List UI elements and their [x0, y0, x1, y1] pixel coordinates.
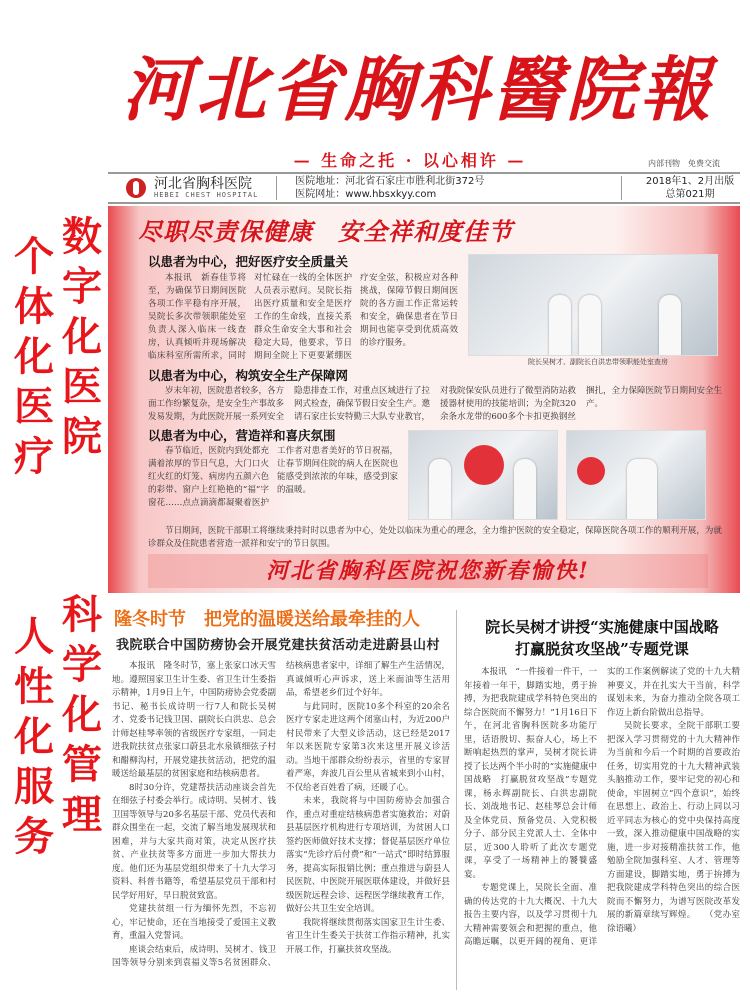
- section3-title: 以患者为中心，营造祥和喜庆氛围: [148, 428, 336, 443]
- nurses-decorating-photo: [408, 430, 558, 520]
- festival-banner: [108, 206, 740, 593]
- hospital-address: 医院地址：河北省石家庄市胜利北街372号: [295, 176, 485, 187]
- header-bar: [108, 172, 740, 204]
- issue-date: 2018年1、2月出版: [645, 176, 735, 187]
- closing-text: 节日期间，医院干部职工将继续秉持时时以患者为中心，处处以临床为重心的理念，全力维护医院的安全稳定，保障医院各项工作的顺利开展，为就诊群众及住院患者营造一派祥和安宁的节日氛围。: [148, 526, 722, 549]
- divider: [621, 176, 622, 200]
- nurse-fu-photo: [566, 430, 706, 520]
- article-left-subtitle: 我院联合中国防痨协会开展党建扶贫活动走进蔚县山村: [116, 638, 441, 653]
- photo-caption: 院长吴树才、副院长白洪忠带领职能处室查房: [528, 358, 668, 366]
- publication-note: 内部刊物 免费交流: [648, 159, 720, 168]
- section1-title: 以患者为中心，把好医疗安全质量关: [148, 254, 349, 269]
- section1-text: 本报讯 新春佳节将至，为确保节日期间医院各项工作平稳有序开展，吴院长多次带领职能处室负责人深入临床一线查房，认真倾听并现场解决临床科室所需所求，同时对忙碌在一线的全体医护人员表示慰问。吴院长指出医疗质量和安全是医疗工作的生命线，直接关系群众生命安全大事和社会稳定大局，他要求，节日期间全院上下更要紧绷医疗安全弦，积极应对各种挑战，保障节假日期间医院的各方面工作正常运转和安全，确保患者在节日期间也能享受到优质高效的诊疗服务。: [148, 273, 458, 361]
- article-left-body: 本报讯 隆冬时节，塞上张家口冰天雪地。遵照国家卫生计生委、省卫生计生委指示精神，1月9日上午，中国防痨协会党委副书记、秘书长成诗明一行7人和院长吴树才、党委书记钱卫国、副院长白洪忠、总会计师赵桂琴率领的省级医疗专家组，一同走进我院扶贫点张家口蔚县北水泉镇细弦子村和醋柳沟村，开展党建扶贫活动，把党的温暖送给最基层的贫困家庭和结核病患者。 8时30分许，党建帮扶活动座谈会首先在细弦子村委会举行。成诗明、吴树才、钱卫国等领导与20多名基层干部、党员代表和群众围坐在一起，交流了解当地发展现状和困难，并与大家共商对策，决定从医疗扶贫、产业扶贫等多方面进一步加大帮扶力度。他们还为基层党组织带来了十九大学习资料、科普书籍等，希望基层党员干部和村民学好用好，早日脱贫致富。 党建扶贫组一行为缅怀先烈，不忘初心，牢记使命，还在当地接受了爱国主义教育，重温入党誓词。 座谈会结束后，成诗明、吴树才、钱卫国等领导分别来到袁福义等5名贫困群众、结核病患者家中，详细了解生产生活情况，真诚倾听心声诉求，送上米面油等生活用品，希望老乡们过个好年。 与此同时，医院10多个科室的20余名医疗专家走进这两个闭塞山村，为近200户村民带来了大型义诊活动，这已经是2017年以来医院专家第3次来这里开展义诊活动。当地干部群众纷纷表示，省里的专家冒着严寒，奔波几百公里从省城来到小山村，不仅给老百姓看了病，还暖了心。 未来，我院将与中国防痨协会加强合作，重点对重症结核病患者实施救治；对蔚县基层医疗机构进行专项培训，为贫困人口签约医师做好技术支撑；督促基层医疗单位落实“先诊疗后付费”和“一站式”即时结算服务，提高实际报销比例；重点推进与蔚县人民医院、中医院开展医联体建设，并做好县级医院远程会诊、远程医学继续教育工作，做好公共卫生安全培训。 我院将继续贯彻落实国家卫生计生委、省卫生计生委关于扶贫工作指示精神，扎实开展工作，打赢扶贫攻坚战。: [112, 661, 450, 968]
- hospital-name-en: HEBEI CHEST HOSPITAL: [154, 191, 259, 199]
- issue-number: 总第021期: [665, 189, 715, 200]
- side-slogan-individualized: 个体化医疗: [14, 234, 54, 480]
- article-right-title: 院长吴树才讲授“实施健康中国战略 打赢脱贫攻坚战”专题党课: [485, 618, 719, 658]
- article-right-body: 本报讯 “一件接着一件干，一年接着一年干，脚踏实地，勇于拚搏，为把我院建成学科特色突出的综合医院而不懈努力！”1月16日下午，在河北省胸科医院多功能厅里，话语殷切、振奋人心，场上不断响起热烈的掌声，吴树才院长讲授了长达两个半小时的“实施健康中国战略 打赢脱贫攻坚战”专题党课，杨永辉副院长、白洪忠副院长、刘战地书记、赵桂琴总会计师及全体党员、预备党员、入党积极分子、部分民主党派人士、全体中层，近300人聆听了此次专题党课，享受了一场精神上的饕餮盛宴。 专题党课上，吴院长全面、准确的传达党的十九大概况、十九大报告主要内容，以及学习贯彻十九大精神需要领会和把握的重点，他高瞻远瞩，以更开阔的视角、更详实的工作案例解读了党的十九大精神要义，并在扎实大干当前，科学谋划未来，为奋力推动全院各项工作迈上新台阶做出总指导。 吴院长要求，全院干部职工要把深入学习贯彻党的十九大精神作为当前和今后一个时期的首要政治任务，切实用党的十九大精神武装头脑推动工作，要牢记党的初心和使命，牢固树立“四个意识”，始终在思想上、政治上、行动上同以习近平同志为核心的党中央保持高度一致，深入推动健康中国战略的实施，进一步对接精准扶贫工作，他勉励全院加强科室、人才、管理等方面建设，脚踏实地，勇于拚搏为把我院建成学科特色突出的综合医院而不懈努力，为谱写医院改革发展的新篇章续写辉煌。 （党办室 徐语曦）: [464, 667, 749, 947]
- side-slogan-digital: 数字化医院: [62, 214, 102, 460]
- section3-text: 春节临近，医院内到处都充满着浓厚的节日气息，大门口火红火红的灯笼、病房内五颜六色的彩带、窗户上红艳艳的“福”字窗花……点点滴滴都凝聚着医护工作者对患者美好的节日祝福，让春节期间住院的病人在医院也能感受到浓浓的年味，感受到家的温暖。: [148, 446, 398, 508]
- hospital-name: 河北省胸科医院: [154, 176, 252, 192]
- side-slogan-scientific: 科学化管理: [62, 592, 102, 838]
- article-left-title: 隆冬时节 把党的温暖送给最牵挂的人: [114, 609, 420, 630]
- column-divider: [456, 610, 457, 990]
- section2-title: 以患者为中心，构筑安全生产保障网: [148, 368, 349, 383]
- divider: [276, 176, 277, 200]
- side-slogan-humanized: 人性化服务: [14, 614, 54, 860]
- section2-text: 岁末年初，医院患者较多，各方面工作纷繁复杂，是安全生产事故多发易发期，为此医院开展一系列安全隐患排查工作，对重点区域进行了拉网式检查，确保节假日安全生产。邀请石家庄长安特勤三大队专业教官，对我院保安队员进行了微型消防站救援器材使用的技能培训；为全院320余条水龙带的600多个卡扣更换钢丝捆扎，全力保障医院节日期间安全生产。: [148, 386, 723, 422]
- banner-title: 尽职尽责保健康 安全祥和度佳节: [138, 217, 513, 246]
- hospital-website[interactable]: 医院网址：www.hbsxkyy.com: [295, 189, 437, 200]
- new-year-greeting: 河北省胸科医院祝您新春愉快!: [148, 554, 708, 588]
- masthead-title: 河北省胸科醫院報: [122, 48, 714, 131]
- ward-round-photo: [468, 254, 718, 356]
- hospital-logo-icon: [126, 178, 146, 198]
- masthead-slogan: — 生命之托 · 以心相许 —: [293, 151, 527, 170]
